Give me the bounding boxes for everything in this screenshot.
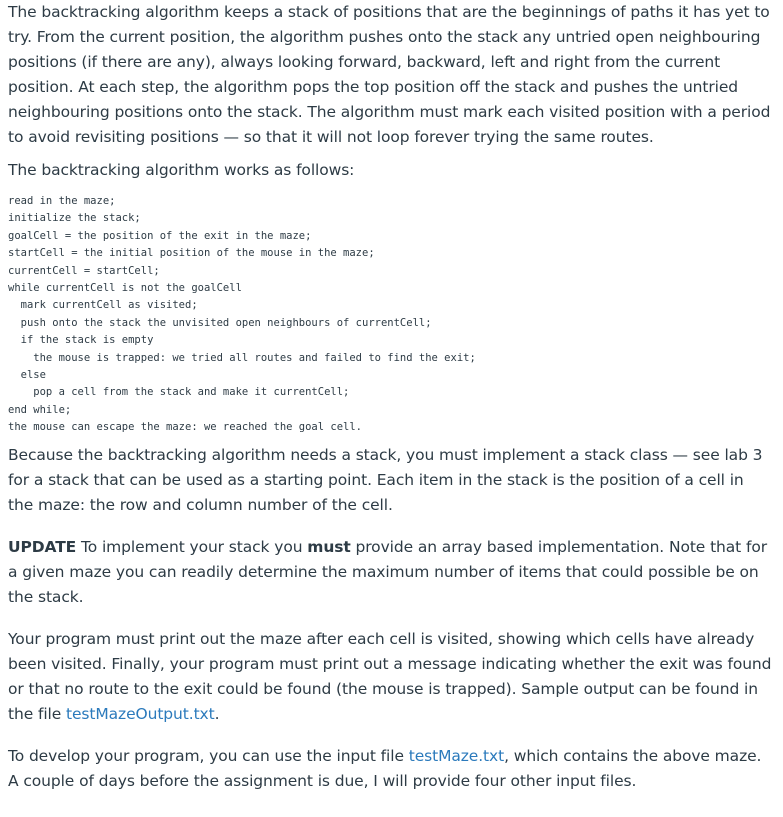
update-label: UPDATE bbox=[8, 537, 77, 556]
test-maze-output-link[interactable]: testMazeOutput.txt bbox=[66, 704, 215, 723]
update-text-after: provide an array based implementation. Note that for a given maze you can readily determine the maximum number of items that could possible be on the stack. bbox=[8, 537, 767, 606]
test-maze-link[interactable]: testMaze.txt bbox=[408, 746, 505, 765]
code-line: the mouse can escape the maze: we reached the goal cell. bbox=[8, 421, 363, 434]
update-paragraph bbox=[8, 535, 773, 610]
code-line: pop a cell from the stack and make it currentCell; bbox=[8, 386, 350, 399]
update-text-before: To implement your stack you bbox=[76, 537, 308, 556]
output-text: Your program must print out the maze after each cell is visited, showing which cells have already been visited. Finally, your program must print out a message indicating whether the exit was found or that no route to the exit could be found (the mouse is trapped). Sample output can be found in the file bbox=[8, 629, 772, 723]
output-paragraph bbox=[8, 627, 773, 727]
develop-text-end: , which contains the above maze. A couple of days before the assignment is due, I will provide four other input files. bbox=[8, 746, 762, 790]
code-line: currentCell = startCell; bbox=[8, 264, 160, 277]
pseudocode-block bbox=[8, 193, 773, 437]
code-line: initialize the stack; bbox=[8, 212, 141, 225]
intro-paragraph: The backtracking algorithm keeps a stack of positions that are the beginnings of paths it has yet to try. From the current position, the algorithm pushes onto the stack any untried open neighbouring positions (if there are any), always looking forward, backward, left and right from the current position. At each step, the algorithm pops the top position off the stack and pushes the untried neighbouring positions onto the stack. The algorithm must mark each visited position with a period to avoid revisiting positions — so that it will not loop forever trying the same routes. bbox=[8, 3, 771, 146]
code-line: read in the maze; bbox=[8, 195, 116, 207]
code-line: push onto the stack the unvisited open neighbours of currentCell; bbox=[8, 316, 432, 329]
develop-paragraph bbox=[8, 744, 773, 794]
code-line: the mouse is trapped: we tried all routes and failed to find the exit; bbox=[8, 351, 476, 364]
stack-class-paragraph: Because the backtracking algorithm needs a stack, you must implement a stack class — see lab 3 for a stack that can be used as a starting point. Each item in the stack is the position of a cell in the maze: the row and column number of the cell. bbox=[8, 445, 763, 514]
code-line: if the stack is empty bbox=[8, 334, 154, 347]
must-emphasis: must bbox=[307, 537, 351, 556]
algorithm-heading-paragraph: The backtracking algorithm works as follows: bbox=[8, 161, 355, 179]
code-line: goalCell = the position of the exit in the maze; bbox=[8, 229, 312, 242]
code-line: else bbox=[8, 369, 46, 382]
code-line: while currentCell is not the goalCell bbox=[8, 282, 242, 295]
develop-text: To develop your program, you can use the input file bbox=[8, 746, 409, 765]
code-line: end while; bbox=[8, 403, 72, 416]
output-text-end: . bbox=[214, 704, 220, 723]
code-line: mark currentCell as visited; bbox=[8, 299, 198, 312]
code-line: startCell = the initial position of the mouse in the maze; bbox=[8, 247, 375, 260]
